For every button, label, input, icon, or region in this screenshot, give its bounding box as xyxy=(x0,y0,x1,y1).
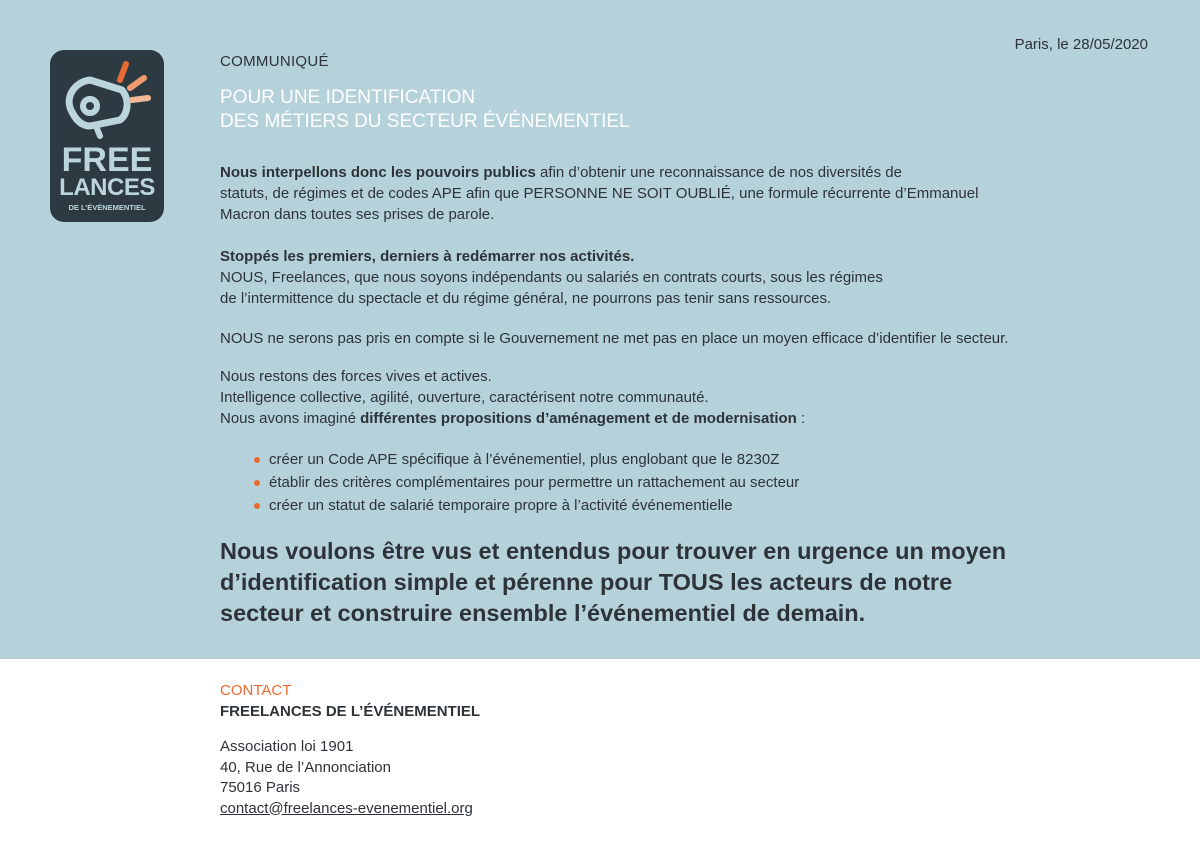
conclusion-line-2: d’identification simple et pérenne pour TOUS les acteurs de notre xyxy=(220,569,953,595)
conclusion-line-3: secteur et construire ensemble l’événementiel de demain. xyxy=(220,600,866,626)
page-title xyxy=(220,86,630,134)
contact-panel xyxy=(0,659,1200,849)
list-item-text: créer un Code APE spécifique à l’événementiel, plus englobant que le 8230Z xyxy=(269,451,780,468)
title-line-2: DES MÉTIERS DU SECTEUR ÉVÉNEMENTIEL xyxy=(220,111,630,132)
contact-organization: FREELANCES DE L’ÉVÉNEMENTIEL xyxy=(220,703,481,720)
list-item-text: créer un statut de salarié temporaire propre à l’activité événementielle xyxy=(269,497,733,514)
address-line-2: 40, Rue de l’Annonciation xyxy=(220,758,391,776)
bullet-dot-icon xyxy=(254,457,260,463)
list-item-text: établir des critères complémentaires pour permettre un rattachement au secteur xyxy=(269,474,800,491)
paragraph-2-line-2: NOUS, Freelances, que nous soyons indépendants ou salariés en contrats courts, sous les régimes xyxy=(220,269,883,286)
paragraph-1-line-2: statuts, de régimes et de codes APE afin que PERSONNE NE SOIT OUBLIÉ, une formule récurrente d’Emmanuel xyxy=(220,185,979,202)
paragraph-3-text: NOUS ne serons pas pris en compte si le Gouvernement ne met pas en place un moyen efficace d’identifier le secteur. xyxy=(220,330,1009,347)
bullet-dot-icon xyxy=(254,503,260,509)
contact-email-link[interactable]: contact@freelances-evenementiel.org xyxy=(220,799,473,817)
list-item xyxy=(250,448,799,471)
contact-address xyxy=(220,737,473,819)
logo-text-subtitle: DE L’ÉVÉNEMENTIEL xyxy=(68,203,146,212)
megaphone-icon xyxy=(50,50,164,146)
document-date: Paris, le 28/05/2020 xyxy=(1014,36,1148,53)
paragraph-activites xyxy=(220,246,883,309)
paragraph-pouvoirs-publics xyxy=(220,162,978,225)
paragraph-2-line-3: de l’intermittence du spectacle et du régime général, ne pourrons pas tenir sans ressources. xyxy=(220,290,832,307)
freelances-logo xyxy=(50,50,164,222)
paragraph-4-line-3-bold: différentes propositions d’aménagement et de modernisation xyxy=(360,410,797,427)
paragraph-gouvernement xyxy=(220,328,1008,349)
paragraph-1-line-1: afin d’obtenir une reconnaissance de nos diversités de xyxy=(535,164,902,181)
conclusion-line-1: Nous voulons être vus et entendus pour trouver en urgence un moyen xyxy=(220,538,1007,564)
title-line-1: POUR UNE IDENTIFICATION xyxy=(220,87,476,108)
paragraph-4-line-1: Nous restons des forces vives et actives. xyxy=(220,368,492,385)
paragraph-4-line-2: Intelligence collective, agilité, ouverture, caractérisent notre communauté. xyxy=(220,389,709,406)
paragraph-1-line-3: Macron dans toutes ses prises de parole. xyxy=(220,206,495,223)
contact-heading: CONTACT xyxy=(220,682,292,699)
paragraph-2-bold: Stoppés les premiers, derniers à redémarrer nos activités. xyxy=(220,248,635,265)
paragraph-4-line-3-start: Nous avons imaginé xyxy=(220,410,361,427)
paragraph-4-line-3-end: : xyxy=(796,410,806,427)
logo-text-free: FREE xyxy=(61,141,153,179)
paragraph-1-bold: Nous interpellons donc les pouvoirs publics xyxy=(220,164,536,181)
list-item xyxy=(250,471,799,494)
propositions-list xyxy=(250,448,799,517)
logo-text-lances: LANCES xyxy=(59,174,155,201)
bullet-dot-icon xyxy=(254,480,260,486)
address-line-1: Association loi 1901 xyxy=(220,738,354,755)
address-line-3: 75016 Paris xyxy=(220,779,301,796)
document-type-label: COMMUNIQUÉ xyxy=(220,53,329,70)
list-item xyxy=(250,494,799,517)
paragraph-forces-vives xyxy=(220,366,805,429)
conclusion-statement xyxy=(220,536,1006,629)
